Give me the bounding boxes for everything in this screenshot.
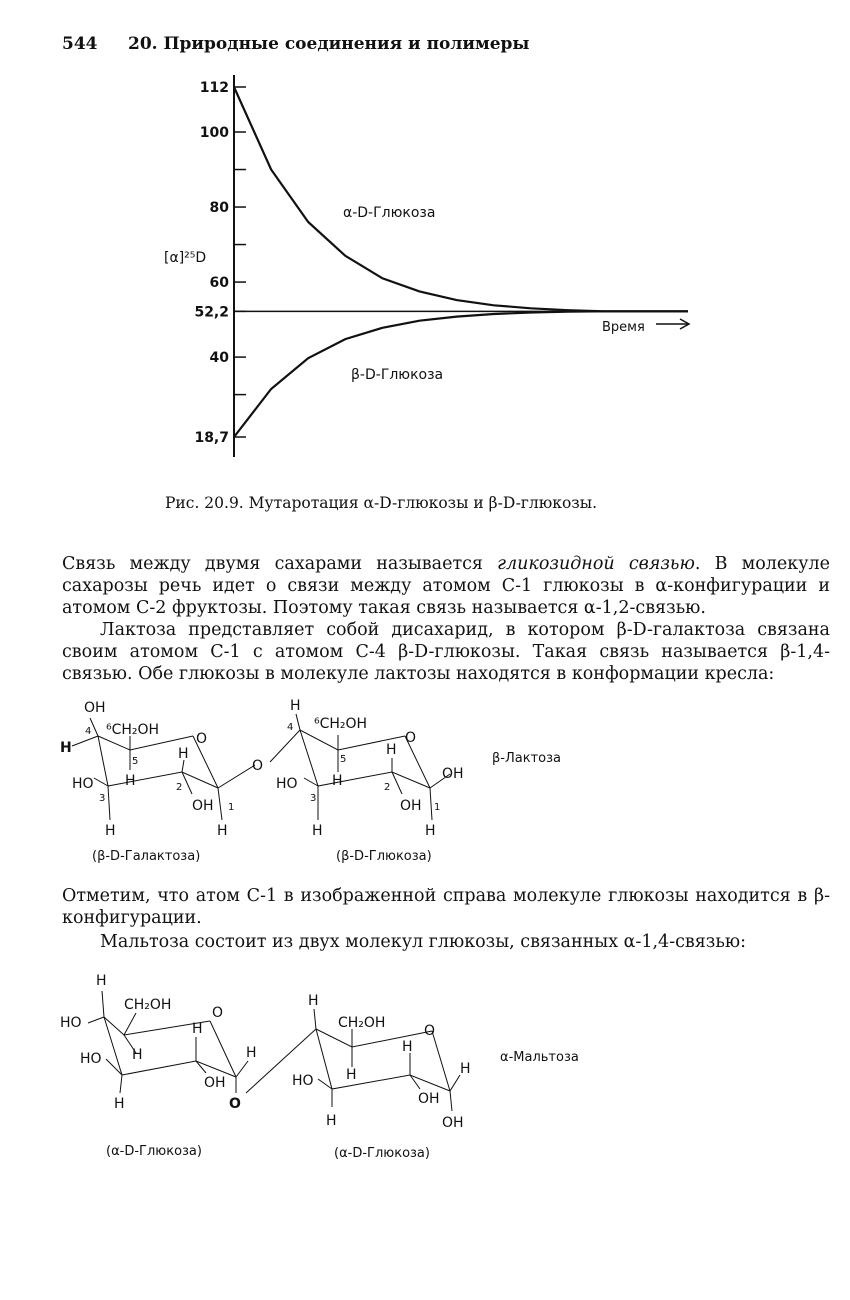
paragraph-beta-config [62, 885, 830, 929]
lac-l-h-bottom3: H [105, 823, 116, 839]
p1-emphasis: гликозидной связью [497, 554, 695, 574]
paragraph-maltose [62, 931, 830, 953]
chapter-title: 20. Природные соединения и полимеры [128, 34, 530, 54]
beta-glucose-label: β-D-Глюкоза [351, 367, 444, 383]
y-tick-label: 112 [199, 80, 229, 96]
lac-l-o-ring: O [196, 731, 208, 747]
lac-r-h3: H [332, 773, 343, 789]
lac-l-n4: 4 [85, 726, 92, 737]
p4-text: Мальтоза состоит из двух молекул глюкозы, связанных α-1,4-связью: [100, 932, 747, 952]
lac-r-n3: 3 [310, 793, 317, 804]
mal-r-oh1: OH [442, 1115, 464, 1131]
lac-l-h4: H [60, 740, 72, 756]
mal-l-h1: H [246, 1045, 257, 1061]
alpha-glucose-label: α-D-Глюкоза [343, 205, 436, 221]
mal-l-oh2: OH [204, 1075, 226, 1091]
maltose-structure [0, 965, 850, 1165]
mutarotation-chart [0, 60, 850, 480]
p1-part-b: . В молекуле сахарозы речь идет о связи между атомом С-1 глюкозы в α-конфигурации и атомом С-2 фруктозы. Поэтому такая связь называется α-1,2-связью. [62, 554, 830, 618]
y-tick-label: 80 [209, 200, 229, 217]
maltose-left-caption: (α-D-Глюкоза) [106, 1144, 202, 1159]
lac-l-n5: 5 [132, 756, 139, 767]
paragraph-glycosidic [62, 553, 830, 619]
mal-r-h2: H [402, 1039, 413, 1055]
lac-l-h3: H [125, 773, 136, 789]
lac-l-ch2oh: ⁶CH₂OH [106, 722, 160, 738]
lac-r-o-ring: O [405, 730, 417, 746]
mal-r-ho3: HO [292, 1073, 314, 1089]
x-axis-label: Время [602, 320, 645, 335]
p3-text: Отметим, что атом С-1 в изображенной справа молекуле глюкозы находится в β-конфигурации. [62, 886, 830, 928]
y-tick-label: 40 [209, 350, 229, 367]
mal-r-o-ring: O [424, 1023, 436, 1039]
lactose-left-caption: (β-D-Галактоза) [92, 849, 201, 864]
mal-l-ho3: HO [80, 1051, 102, 1067]
paragraph-lactose [62, 619, 830, 685]
y-tick-label: 100 [199, 125, 229, 142]
maltose-left-ring [88, 991, 316, 1093]
lac-r-n2: 2 [384, 782, 391, 793]
mal-l-ch2oh: CH₂OH [124, 997, 172, 1013]
p2-text: Лактоза представляет собой дисахарид, в котором β-D-галактоза связана своим атомом С-1 с атомом С-4 β-D-глюкозы. Такая связь называется β-1,4-связью. Обе глюкозы в молекуле лактозы находятся в конформации кресла: [62, 620, 830, 684]
lac-r-oh2: OH [400, 798, 422, 814]
lac-r-h4: H [290, 698, 301, 714]
mal-r-h-bottom: H [326, 1113, 337, 1129]
lac-r-n5: 5 [340, 754, 347, 765]
lac-r-h-bottom3: H [312, 823, 323, 839]
p1-part-a: Связь между двумя сахарами называется [62, 554, 498, 574]
lac-l-n1: 1 [228, 802, 235, 813]
lac-l-h1: H [178, 746, 189, 762]
lac-l-oh4: OH [84, 700, 106, 716]
mal-r-oh2: OH [418, 1091, 440, 1107]
lactose-structure [0, 690, 850, 870]
lactose-name: β-Лактоза [492, 751, 561, 766]
mal-l-ho4: HO [60, 1015, 82, 1031]
mal-l-h2: H [192, 1021, 203, 1037]
lac-bridge-o: O [252, 758, 264, 774]
lac-r-n1: 1 [434, 802, 441, 813]
mal-r-h4: H [308, 993, 319, 1009]
lac-r-ho3: HO [276, 776, 298, 792]
lac-l-n2: 2 [176, 782, 183, 793]
lactose-right-caption: (β-D-Глюкоза) [336, 849, 432, 864]
lac-l-h-bottom1: H [217, 823, 228, 839]
lac-r-h1: H [386, 742, 397, 758]
mal-r-ch2oh: CH₂OH [338, 1015, 386, 1031]
figure-caption: Рис. 20.9. Мутаротация α-D-глюкозы и β-D-глюкозы. [165, 494, 598, 512]
mal-bridge-o: O [229, 1096, 241, 1112]
maltose-right-caption: (α-D-Глюкоза) [334, 1146, 430, 1161]
lac-r-oh1: OH [442, 766, 464, 782]
y-tick-label: 52,2 [194, 304, 229, 321]
mal-r-h1: H [460, 1061, 471, 1077]
page-number: 544 [62, 34, 98, 54]
lac-l-n3: 3 [99, 793, 106, 804]
lac-r-ch2oh: ⁶CH₂OH [314, 716, 368, 732]
y-tick-label: 18,7 [194, 430, 229, 446]
mal-r-h3: H [346, 1067, 357, 1083]
lac-l-ho3: HO [72, 776, 94, 792]
mal-l-h-bottom: H [114, 1096, 125, 1112]
lac-r-n4: 4 [287, 722, 294, 733]
lac-l-oh2: OH [192, 798, 214, 814]
mal-l-h3: H [132, 1047, 143, 1063]
mal-l-h4: H [96, 973, 107, 989]
y-tick-label: 60 [209, 275, 229, 292]
mal-l-o-ring: O [212, 1005, 224, 1021]
alpha-glucose-curve [234, 87, 688, 311]
y-axis-label: [α]²⁵D [164, 250, 207, 266]
maltose-name: α-Мальтоза [500, 1050, 579, 1065]
lac-r-h-bottom1: H [425, 823, 436, 839]
